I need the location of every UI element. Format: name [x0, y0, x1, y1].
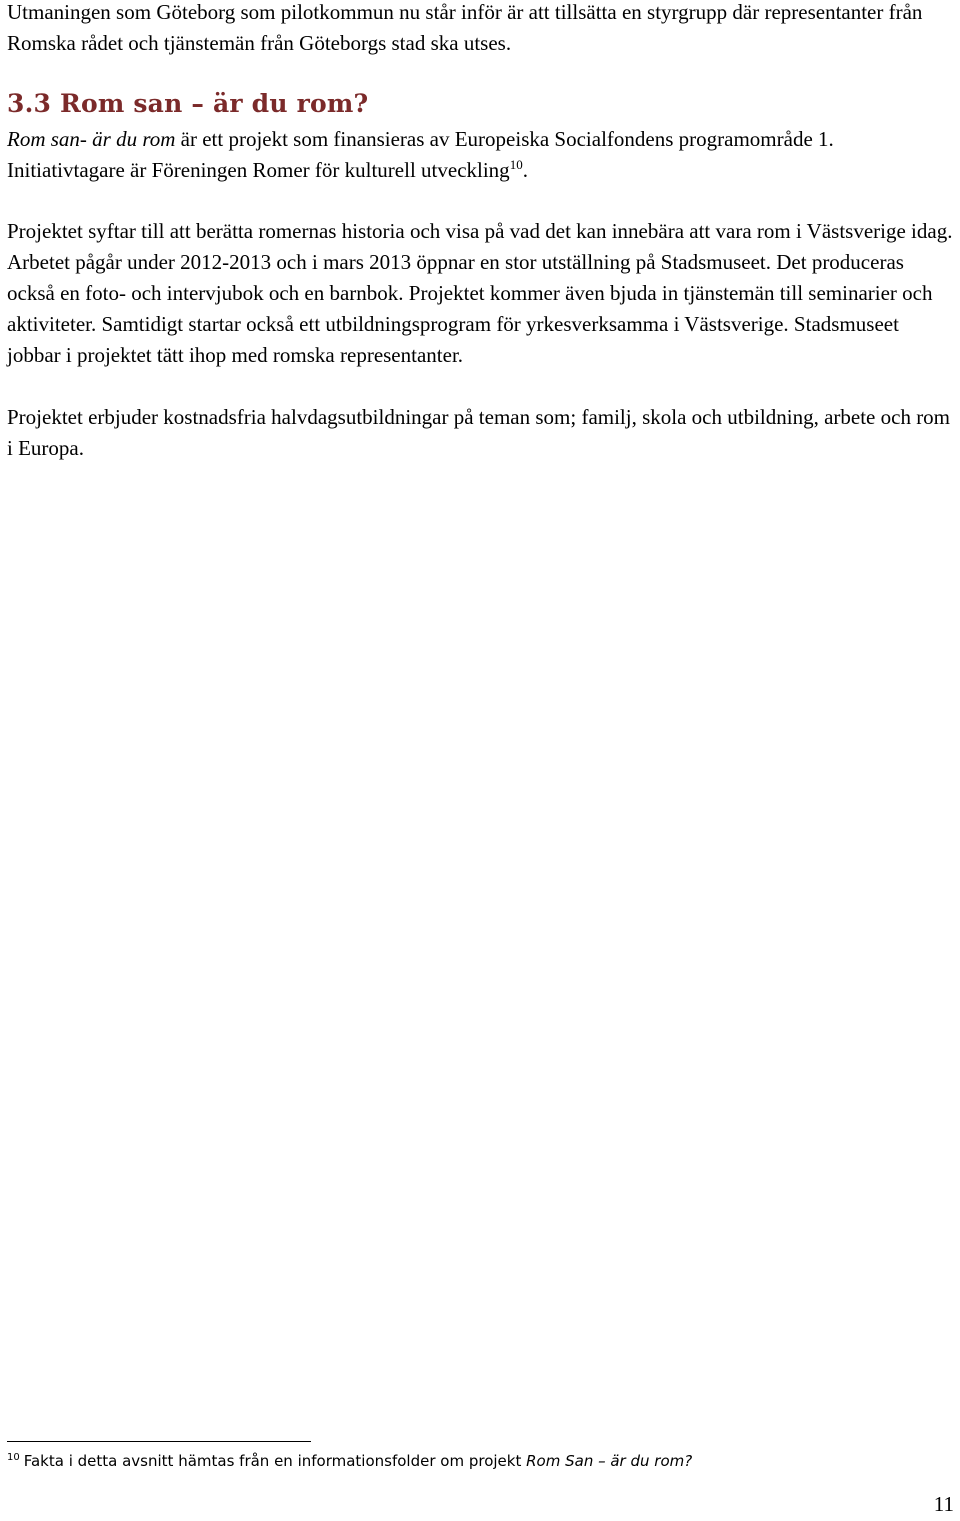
project-training-paragraph: Projektet erbjuder kostnadsfria halvdagsutbildningar på teman som; familj, skola och utbildning, arbete och rom i Europa.	[7, 405, 951, 460]
footnote-text: Fakta i detta avsnitt hämtas från en informationsfolder om projekt	[23, 1452, 527, 1470]
project-purpose-paragraph: Projektet syftar till att berätta romernas historia och visa på vad det kan innebära att vara rom i Västsverige idag. Arbetet pågår under 2012-2013 och i mars 2013 öppnar en stor utställning på Stadsmuseet. Det produceras också en foto- och intervjubok och en barnbok. Projektet kommer även bjuda in tjänstemän till seminarier och aktiviteter. Samtidigt startar också ett utbildningsprogram för yrkesverksamma i Västsverige. Stadsmuseet jobbar i projektet tätt ihop med romska representanter.	[7, 219, 953, 367]
project-intro-end: .	[522, 158, 528, 182]
section-heading: 3.3 Rom san – är du rom?	[7, 89, 369, 118]
project-intro-paragraph	[7, 124, 953, 186]
footnote-separator	[7, 1441, 311, 1442]
project-intro-text: är ett projekt som finansieras av Europeiska Socialfondens programområde 1. Initiativtagare är Föreningen Romer för kulturell utveckling	[7, 127, 834, 182]
footnote	[7, 1450, 692, 1472]
footnote-number: 10	[7, 1452, 20, 1463]
footnote-italic: Rom San – är du rom?	[526, 1452, 693, 1470]
intro-paragraph: Utmaningen som Göteborg som pilotkommun nu står inför är att tillsätta en styrgrupp där representanter från Romska rådet och tjänstemän från Göteborgs stad ska utses.	[7, 0, 923, 55]
footnote-reference[interactable]: 10	[509, 157, 523, 172]
page-number: 11	[933, 1492, 954, 1516]
project-name-italic: Rom san- är du rom	[7, 127, 176, 151]
